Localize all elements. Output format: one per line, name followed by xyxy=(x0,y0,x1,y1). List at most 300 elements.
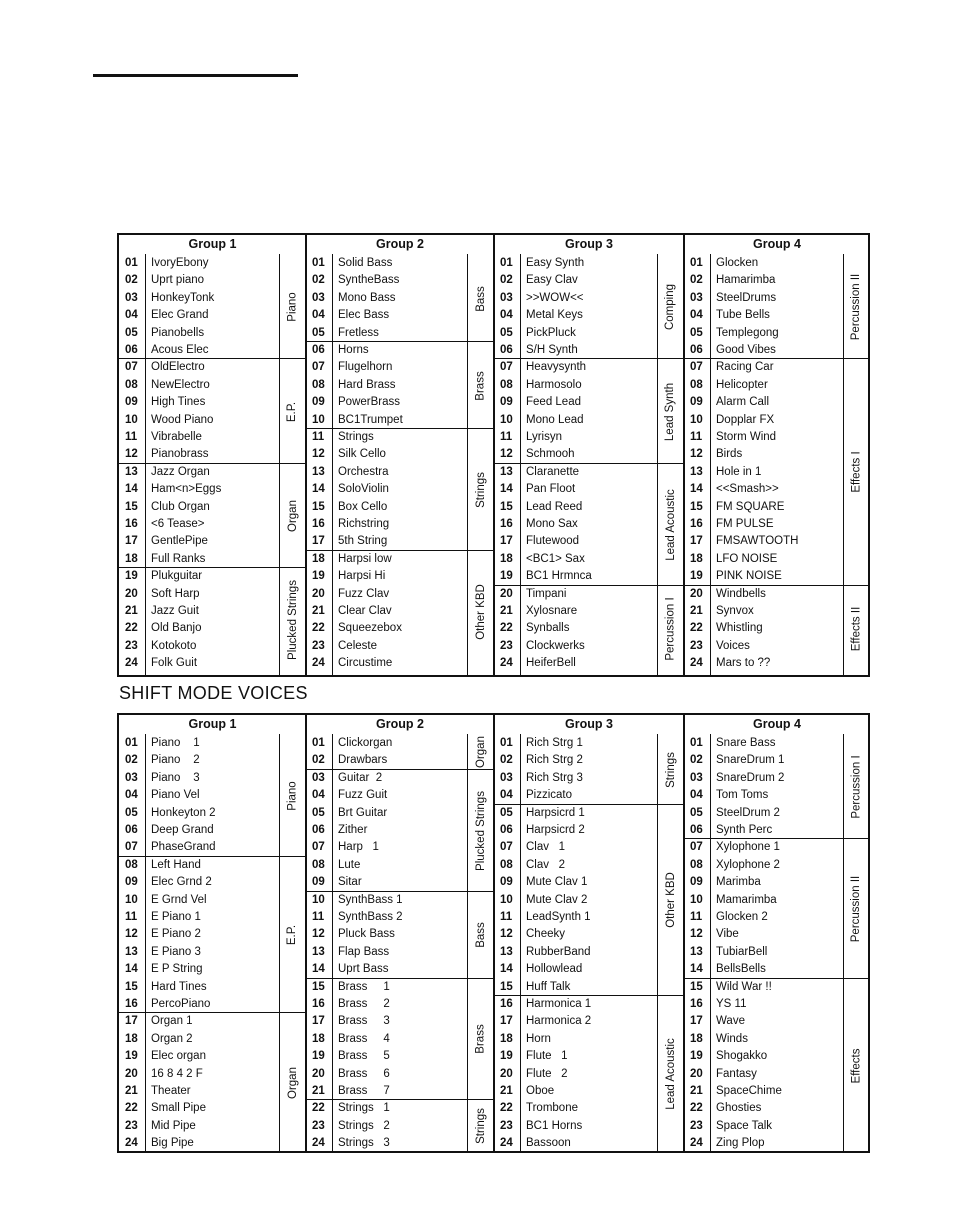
category-boundary xyxy=(119,463,306,464)
voice-number: 12 xyxy=(500,448,513,461)
voice-number: 08 xyxy=(312,378,325,391)
voice-number: 15 xyxy=(500,980,513,993)
voice-name: Big Pipe xyxy=(151,1137,194,1150)
category-label-text: Piano xyxy=(286,781,299,811)
voice-number: 24 xyxy=(690,657,703,670)
voice-name: OldElectro xyxy=(151,361,205,374)
group-divider xyxy=(493,715,495,1151)
voice-number: 09 xyxy=(312,396,325,409)
voice-name: Clockwerks xyxy=(526,639,585,652)
group-divider xyxy=(683,235,685,675)
voice-number: 23 xyxy=(690,639,703,652)
voice-name: E Piano 2 xyxy=(151,928,201,941)
voice-name: Huff Talk xyxy=(526,980,571,993)
category-boundary xyxy=(494,463,684,464)
voice-number: 04 xyxy=(690,309,703,322)
group-header: Group 2 xyxy=(376,717,424,731)
voice-number: 01 xyxy=(500,257,513,269)
voice-name: Harpsicrd 1 xyxy=(526,806,585,819)
voice-number: 16 xyxy=(312,998,325,1010)
voice-number: 04 xyxy=(312,789,325,802)
category-label xyxy=(467,255,494,342)
voice-name: Easy Clav xyxy=(526,274,578,287)
voice-name: Organ 1 xyxy=(151,1015,193,1028)
voice-name: Box Cello xyxy=(338,500,388,513)
category-label xyxy=(467,770,494,892)
voice-number: 03 xyxy=(312,771,325,784)
voice-name: Birds xyxy=(716,448,743,461)
voice-name: Schmooh xyxy=(526,448,575,461)
voice-name: Feed Lead xyxy=(526,396,581,409)
voice-number: 24 xyxy=(125,1137,138,1150)
voice-number: 01 xyxy=(125,257,138,269)
voice-number: 08 xyxy=(312,858,325,871)
voice-name: Elec Grand xyxy=(151,309,209,322)
voice-number: 02 xyxy=(312,754,325,767)
voice-name: Horn xyxy=(526,1032,551,1045)
voice-name: Piano 1 xyxy=(151,737,200,749)
voice-name: Flutewood xyxy=(526,535,580,548)
voice-number: 05 xyxy=(312,806,325,819)
voice-number: 09 xyxy=(500,396,513,409)
voice-number: 03 xyxy=(125,291,138,304)
voice-number: 07 xyxy=(125,361,138,374)
voice-name: FMSAWTOOTH xyxy=(716,535,799,548)
voice-number: 23 xyxy=(312,639,325,652)
voice-name: Zither xyxy=(338,824,368,836)
voice-number: 16 xyxy=(690,998,703,1010)
voice-name: 5th String xyxy=(338,535,388,548)
voice-name: Kotokoto xyxy=(151,639,197,652)
category-label-text: Organ xyxy=(286,500,299,532)
voice-name: Snare Bass xyxy=(716,737,776,749)
voice-name: Organ 2 xyxy=(151,1032,193,1045)
voice-name: Space Talk xyxy=(716,1119,773,1132)
voice-name: Fretless xyxy=(338,326,379,339)
voice-name: Guitar 2 xyxy=(338,771,383,784)
category-label xyxy=(657,586,684,673)
voice-number: 10 xyxy=(690,893,703,906)
voice-name: Pluck Bass xyxy=(338,928,395,941)
voice-name: LFO NOISE xyxy=(716,552,778,565)
category-boundary xyxy=(494,358,684,359)
voice-number: 19 xyxy=(312,570,325,583)
category-label-text: Other KBD xyxy=(474,583,487,640)
voice-name: Clickorgan xyxy=(338,737,393,749)
voice-number: 08 xyxy=(690,858,703,871)
category-label-text: Organ xyxy=(286,1067,299,1099)
voice-name: Pan Floot xyxy=(526,483,576,496)
voice-number: 21 xyxy=(690,605,703,617)
voice-number: 19 xyxy=(500,570,513,583)
voice-number: 22 xyxy=(690,622,703,635)
voice-name: Fantasy xyxy=(716,1067,757,1080)
voice-number: 06 xyxy=(125,344,138,356)
voice-name: Harmosolo xyxy=(526,378,582,391)
category-label-text: Strings xyxy=(474,1108,487,1145)
voice-name: E Piano 3 xyxy=(151,945,201,958)
voice-name: Shogakko xyxy=(716,1050,768,1063)
voice-number: 04 xyxy=(500,309,513,322)
voice-number: 02 xyxy=(312,274,325,287)
shift-mode-title: SHIFT MODE VOICES xyxy=(119,683,308,703)
voice-number: 03 xyxy=(125,771,138,784)
voice-name: TubiarBell xyxy=(716,945,768,958)
category-label xyxy=(467,429,494,551)
voice-name: Acous Elec xyxy=(151,344,209,356)
voice-name: SteelDrum 2 xyxy=(716,806,780,819)
voice-name: Ham<n>Eggs xyxy=(151,483,222,496)
voice-name: Glocken 2 xyxy=(716,911,768,923)
voice-name: Ghosties xyxy=(716,1102,762,1115)
category-label-text: Other KBD xyxy=(664,872,677,929)
category-label-text: Strings xyxy=(474,471,487,508)
voice-name: 16 8 4 2 F xyxy=(151,1067,203,1080)
voice-number: 07 xyxy=(125,841,138,854)
voice-number: 13 xyxy=(690,945,703,958)
voice-number: 15 xyxy=(500,500,513,513)
category-boundary xyxy=(119,856,306,857)
voice-number: 07 xyxy=(690,361,703,374)
voice-number: 17 xyxy=(690,1015,703,1028)
category-label xyxy=(657,255,684,359)
voice-number: 14 xyxy=(312,963,325,976)
voice-name: Strings 3 xyxy=(338,1137,390,1150)
voice-name: Clav 1 xyxy=(526,841,565,854)
voice-number: 07 xyxy=(690,841,703,854)
voice-number: 15 xyxy=(125,500,138,513)
voice-number: 18 xyxy=(125,552,138,565)
voice-name: Oboe xyxy=(526,1085,555,1097)
voice-number: 04 xyxy=(125,789,138,802)
voice-number: 06 xyxy=(500,824,513,836)
voice-name: Synvox xyxy=(716,605,754,617)
voice-name: Fuzz Clav xyxy=(338,587,390,600)
voice-number: 11 xyxy=(500,911,513,923)
voice-number: 01 xyxy=(690,737,703,749)
voice-number: 15 xyxy=(312,500,325,513)
voice-name: HeiferBell xyxy=(526,657,576,670)
voice-number: 02 xyxy=(690,754,703,767)
voice-name: Synballs xyxy=(526,622,570,635)
voice-name: Theater xyxy=(151,1085,191,1097)
voice-number: 09 xyxy=(125,876,138,889)
voice-name: Uprt piano xyxy=(151,274,205,287)
voice-number: 21 xyxy=(312,1085,325,1097)
voice-name: Jazz Organ xyxy=(151,465,210,478)
voice-name: Wave xyxy=(716,1015,745,1028)
voice-number: 07 xyxy=(500,361,513,374)
category-label-text: E.P. xyxy=(286,924,299,946)
voice-number: 10 xyxy=(500,413,513,426)
voice-number: 20 xyxy=(312,587,325,600)
category-boundary xyxy=(119,567,306,568)
voice-name: Piano 2 xyxy=(151,754,200,767)
category-boundary xyxy=(684,838,870,839)
number-column-divider xyxy=(145,734,146,1151)
group-header: Group 3 xyxy=(565,237,613,251)
voice-number: 11 xyxy=(312,911,325,923)
voice-number: 02 xyxy=(690,274,703,287)
voice-number: 03 xyxy=(690,771,703,784)
voice-name: <BC1> Sax xyxy=(526,552,585,565)
group-header: Group 4 xyxy=(753,717,801,731)
category-label xyxy=(279,464,306,568)
voice-number: 23 xyxy=(500,639,513,652)
voice-number: 12 xyxy=(312,928,325,941)
voice-number: 09 xyxy=(690,396,703,409)
category-boundary xyxy=(494,995,684,996)
voice-name: BC1 Hrmnca xyxy=(526,570,592,583)
category-label-text: Brass xyxy=(474,1024,487,1055)
voice-name: Voices xyxy=(716,639,750,652)
voice-name: Xylophone 1 xyxy=(716,841,780,854)
voice-name: Wild War !! xyxy=(716,980,772,993)
category-boundary xyxy=(119,358,306,359)
voice-name: Celeste xyxy=(338,639,377,652)
voice-name: E Piano 1 xyxy=(151,911,201,923)
voice-number: 13 xyxy=(690,465,703,478)
voice-number: 24 xyxy=(312,1137,325,1150)
voice-name: Hole in 1 xyxy=(716,465,762,478)
voice-name: Brass 2 xyxy=(338,998,390,1010)
voice-name: SyntheBass xyxy=(338,274,400,287)
voice-name: Racing Car xyxy=(716,361,774,374)
voice-name: Hard Brass xyxy=(338,378,396,391)
voice-number: 01 xyxy=(125,737,138,749)
category-label-text: Lead Acoustic xyxy=(664,488,677,561)
voice-name: Lyrisyn xyxy=(526,431,562,443)
voice-name: Old Banjo xyxy=(151,622,202,635)
group-divider xyxy=(305,715,307,1151)
voice-name: SoloViolin xyxy=(338,483,389,496)
group-divider xyxy=(683,715,685,1151)
voice-name: Vibrabelle xyxy=(151,431,202,443)
voice-name: BellsBells xyxy=(716,963,766,976)
voice-name: HonkeyTonk xyxy=(151,291,215,304)
voice-number: 02 xyxy=(500,754,513,767)
voice-name: SpaceChime xyxy=(716,1085,782,1097)
voice-name: Dopplar FX xyxy=(716,413,775,426)
voice-number: 21 xyxy=(500,1085,513,1097)
voice-number: 19 xyxy=(312,1050,325,1063)
voice-name: Silk Cello xyxy=(338,448,386,461)
voice-name: Brass 3 xyxy=(338,1015,390,1028)
number-column-divider xyxy=(520,734,521,1151)
group-divider xyxy=(493,235,495,675)
category-label xyxy=(843,359,870,585)
voice-name: Piano Vel xyxy=(151,789,200,802)
voice-number: 07 xyxy=(312,841,325,854)
voice-number: 11 xyxy=(312,431,325,443)
voice-name: <6 Tease> xyxy=(151,518,205,530)
number-column-divider xyxy=(710,254,711,675)
voice-name: Brass 1 xyxy=(338,980,390,993)
voice-number: 10 xyxy=(312,413,325,426)
voice-name: Xylosnare xyxy=(526,605,578,617)
voice-name: Mono Sax xyxy=(526,518,578,530)
voice-name: Harmonica 2 xyxy=(526,1015,592,1028)
voice-name: Winds xyxy=(716,1032,748,1045)
voice-number: 16 xyxy=(312,518,325,530)
voice-number: 21 xyxy=(312,605,325,617)
voice-name: <<Smash>> xyxy=(716,483,779,496)
voice-number: 18 xyxy=(312,552,325,565)
voice-number: 19 xyxy=(125,570,138,583)
voice-number: 16 xyxy=(690,518,703,530)
voice-number: 22 xyxy=(690,1102,703,1115)
voice-number: 19 xyxy=(125,1050,138,1063)
voice-name: Bassoon xyxy=(526,1137,571,1150)
category-label-text: Bass xyxy=(474,922,487,948)
voice-name: Deep Grand xyxy=(151,824,214,836)
voice-number: 13 xyxy=(312,465,325,478)
category-label-text: E.P. xyxy=(286,401,299,422)
voice-name: Fuzz Guit xyxy=(338,789,388,802)
voice-number: 19 xyxy=(690,570,703,583)
voice-name: Richstring xyxy=(338,518,390,530)
voice-name: Brass 6 xyxy=(338,1067,390,1080)
voice-number: 20 xyxy=(125,1067,138,1080)
voice-name: Mono Lead xyxy=(526,413,584,426)
voice-number: 22 xyxy=(125,1102,138,1115)
voice-name: Harpsi Hi xyxy=(338,570,386,583)
voice-name: Timpani xyxy=(526,587,567,600)
voice-number: 12 xyxy=(312,448,325,461)
voice-number: 06 xyxy=(125,824,138,836)
voice-number: 12 xyxy=(125,448,138,461)
voice-name: Lead Reed xyxy=(526,500,583,513)
category-label-text: Effects xyxy=(850,1048,863,1084)
voice-number: 21 xyxy=(125,1085,138,1097)
voice-number: 21 xyxy=(500,605,513,617)
voice-name: Circustime xyxy=(338,657,393,670)
voice-name: Mute Clav 1 xyxy=(526,876,588,889)
category-boundary xyxy=(306,978,494,979)
voice-name: Pianobrass xyxy=(151,448,209,461)
voice-name: Clav 2 xyxy=(526,858,565,871)
voice-name: Flute 1 xyxy=(526,1050,568,1063)
voice-number: 12 xyxy=(125,928,138,941)
voice-name: SynthBass 1 xyxy=(338,893,403,906)
voice-name: PercoPiano xyxy=(151,998,211,1010)
voice-number: 13 xyxy=(312,945,325,958)
voice-number: 09 xyxy=(312,876,325,889)
voice-name: High Tines xyxy=(151,396,206,409)
category-label xyxy=(843,255,870,359)
voice-name: Jazz Guit xyxy=(151,605,199,617)
voice-name: Left Hand xyxy=(151,858,201,871)
voice-number: 05 xyxy=(312,326,325,339)
voice-name: Strings xyxy=(338,431,374,443)
category-label-text: Effects I xyxy=(850,451,863,494)
voice-number: 10 xyxy=(500,893,513,906)
voice-name: >>WOW<< xyxy=(526,291,584,304)
voice-name: PowerBrass xyxy=(338,396,400,409)
voice-number: 05 xyxy=(690,326,703,339)
category-label xyxy=(467,1100,494,1152)
category-boundary xyxy=(119,1012,306,1013)
voice-number: 15 xyxy=(690,500,703,513)
number-column-divider xyxy=(332,254,333,675)
group-header: Group 1 xyxy=(188,237,237,251)
category-label-text: Lead Acoustic xyxy=(664,1038,677,1111)
voice-number: 22 xyxy=(312,1102,325,1115)
voice-number: 17 xyxy=(125,535,138,548)
voice-name: Elec organ xyxy=(151,1050,206,1063)
voice-name: Alarm Call xyxy=(716,396,770,409)
voice-name: Small Pipe xyxy=(151,1102,206,1115)
voice-number: 17 xyxy=(500,535,513,548)
voice-number: 13 xyxy=(125,465,138,478)
voice-number: 13 xyxy=(125,945,138,958)
voice-name: SteelDrums xyxy=(716,291,777,304)
voice-number: 01 xyxy=(312,257,325,269)
voice-number: 23 xyxy=(500,1119,513,1132)
category-label xyxy=(467,979,494,1101)
voice-name: E P String xyxy=(151,963,203,976)
voice-number: 11 xyxy=(125,431,138,443)
category-label xyxy=(843,979,870,1153)
voice-name: Pianobells xyxy=(151,326,205,339)
voice-number: 14 xyxy=(690,963,703,976)
voice-name: Whistling xyxy=(716,622,763,635)
voice-name: Rich Strg 1 xyxy=(526,737,583,749)
voice-name: Pizzicato xyxy=(526,789,573,802)
voice-number: 02 xyxy=(500,274,513,287)
number-column-divider xyxy=(710,734,711,1151)
voice-name: Brass 7 xyxy=(338,1085,390,1097)
category-label xyxy=(657,359,684,463)
voice-number: 24 xyxy=(312,657,325,670)
voice-number: 14 xyxy=(690,483,703,496)
voice-number: 03 xyxy=(690,291,703,304)
voice-name: Trombone xyxy=(526,1102,578,1115)
category-label-text: Lead Synth xyxy=(664,382,677,441)
voice-number: 18 xyxy=(500,552,513,565)
voice-name: Uprt Bass xyxy=(338,963,389,976)
voice-name: SynthBass 2 xyxy=(338,911,403,923)
category-label xyxy=(657,805,684,996)
voice-number: 11 xyxy=(500,431,513,443)
category-boundary xyxy=(306,341,494,342)
group-header: Group 3 xyxy=(565,717,613,731)
voice-number: 03 xyxy=(500,291,513,304)
voice-name: NewElectro xyxy=(151,378,210,391)
voice-number: 18 xyxy=(312,1032,325,1045)
voice-name: Helicopter xyxy=(716,378,768,391)
voice-name: Mute Clav 2 xyxy=(526,893,588,906)
voice-number: 16 xyxy=(500,518,513,530)
voice-number: 17 xyxy=(125,1015,138,1028)
voice-number: 23 xyxy=(125,639,138,652)
voice-number: 22 xyxy=(312,622,325,635)
voice-number: 08 xyxy=(690,378,703,391)
number-column-divider xyxy=(520,254,521,675)
voice-name: LeadSynth 1 xyxy=(526,911,591,923)
voice-name: Hollowlead xyxy=(526,963,583,976)
voice-number: 13 xyxy=(500,465,513,478)
voice-number: 06 xyxy=(690,824,703,836)
category-boundary xyxy=(684,978,870,979)
voice-number: 04 xyxy=(500,789,513,802)
voice-name: Mamarimba xyxy=(716,893,777,906)
voice-name: Windbells xyxy=(716,587,766,600)
voice-name: Easy Synth xyxy=(526,257,585,269)
voice-number: 08 xyxy=(500,378,513,391)
voice-name: Folk Guit xyxy=(151,657,198,670)
number-column-divider xyxy=(145,254,146,675)
